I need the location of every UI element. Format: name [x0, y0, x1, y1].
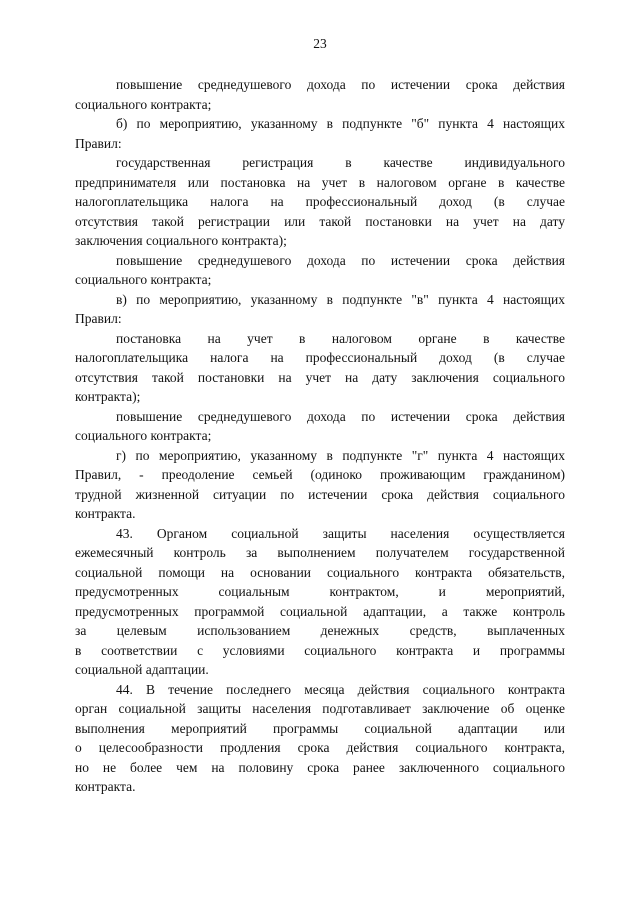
- text-line: социального контракта;: [75, 428, 212, 443]
- text-line: в) по мероприятию, указанному в подпункте "в" пункта 4 настоящих: [116, 291, 565, 307]
- text-line: ежемесячный контроль за выполнением получателем государственной: [75, 545, 565, 560]
- text-line: выполнения мероприятий программы социальной адаптации или: [75, 720, 565, 736]
- text-line: социального контракта;: [75, 272, 212, 287]
- text-line: контракта.: [75, 779, 136, 794]
- text-line: Правил:: [75, 135, 122, 151]
- text-line: предпринимателя или постановка на учет в налоговом органе в качестве: [75, 174, 565, 190]
- text-line: предусмотренных социальным контрактом, и мероприятий,: [75, 584, 565, 599]
- text-line: Правил, - преодоление семьей (одиноко проживающим гражданином): [75, 467, 565, 482]
- text-line: повышение среднедушевого дохода по истечении срока действия: [116, 252, 565, 268]
- text-line: контракта.: [75, 506, 136, 521]
- text-line: государственная регистрация в качестве индивидуального: [116, 155, 565, 170]
- text-line: постановка на учет в налоговом органе в качестве: [116, 330, 565, 346]
- text-line: Правил:: [75, 311, 122, 326]
- text-line: налогоплательщика налога на профессиональный доход (в случае: [75, 194, 565, 209]
- text-line: налогоплательщика налога на профессиональный доход (в случае: [75, 350, 565, 365]
- text-line: повышение среднедушевого дохода по истечении срока действия: [116, 77, 565, 92]
- text-line: заключения социального контракта);: [75, 233, 287, 248]
- text-line: б) по мероприятию, указанному в подпункте "б" пункта 4 настоящих: [116, 116, 565, 131]
- page-number: 23: [313, 36, 327, 51]
- text-line: отсутствия такой постановки на учет на дату заключения социального: [75, 369, 565, 385]
- text-line: социального контракта;: [75, 96, 212, 112]
- text-line: за целевым использованием денежных средств, выплаченных: [75, 623, 565, 638]
- text-line: 43. Органом социальной защиты населения осуществляется: [116, 525, 565, 541]
- text-line: в соответствии с условиями социального контракта и программы: [75, 642, 565, 658]
- text-line: отсутствия такой регистрации или такой постановки на учет на дату: [75, 213, 565, 229]
- text-line: контракта);: [75, 389, 141, 404]
- text-line: предусмотренных программой социальной адаптации, а также контроль: [75, 603, 565, 619]
- text-line: трудной жизненной ситуации по истечении срока действия социального: [75, 486, 565, 502]
- text-line: орган социальной защиты населения подготавливает заключение об оценке: [75, 701, 565, 716]
- text-line: о целесообразности продления срока действия социального контракта,: [75, 740, 565, 755]
- text-line: но не более чем на половину срока ранее заключенного социального: [75, 759, 565, 775]
- text-line: социальной помощи на основании социального контракта обязательств,: [75, 564, 565, 580]
- text-line: 44. В течение последнего месяца действия социального контракта: [116, 681, 565, 697]
- text-line: повышение среднедушевого дохода по истечении срока действия: [116, 408, 565, 424]
- text-line: социальной адаптации.: [75, 662, 209, 677]
- text-line: г) по мероприятию, указанному в подпункте "г" пункта 4 настоящих: [116, 447, 565, 463]
- document-body: [75, 75, 565, 797]
